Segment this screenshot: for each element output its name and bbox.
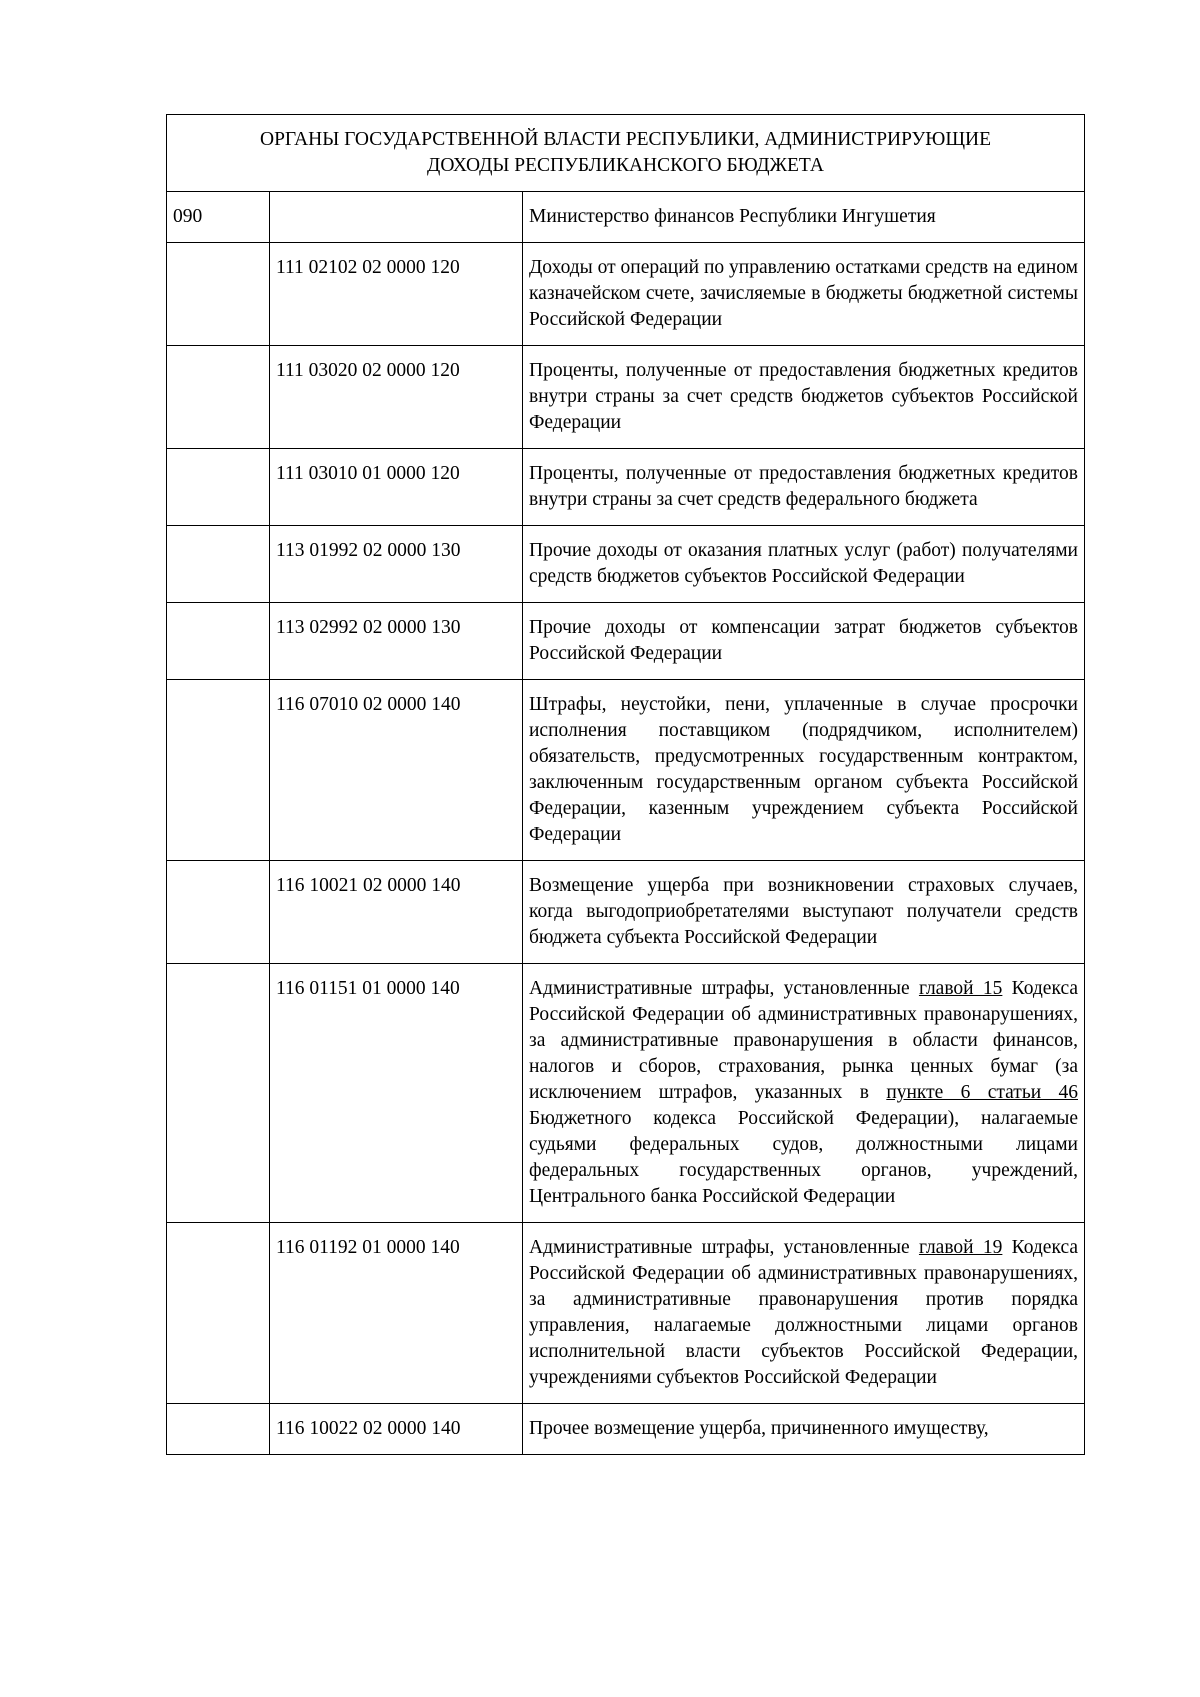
administrator-row bbox=[167, 192, 1085, 243]
table-row bbox=[167, 449, 1085, 526]
empty-admin-cell bbox=[167, 526, 270, 603]
empty-admin-cell bbox=[167, 603, 270, 680]
table-row bbox=[167, 1223, 1085, 1404]
revenue-code: 111 03020 02 0000 120 bbox=[270, 346, 523, 449]
revenue-description: Прочие доходы от компенсации затрат бюджетов субъектов Российской Федерации bbox=[523, 603, 1085, 680]
table-row bbox=[167, 603, 1085, 680]
description-text: Кодекса Российской Федерации об административных правонарушениях, за административные правонарушения в области финансов, налогов и сборов, страхования, рынка ценных бумаг (за исключением штрафов, указанных в bbox=[529, 978, 1078, 1103]
table-row bbox=[167, 243, 1085, 346]
revenue-description: Возмещение ущерба при возникновении страховых случаев, когда выгодоприобретателями выступают получатели средств бюджета субъекта Российской Федерации bbox=[523, 861, 1085, 964]
table-title-line-2: ДОХОДЫ РЕСПУБЛИКАНСКОГО БЮДЖЕТА bbox=[427, 155, 824, 176]
description-text: Административные штрафы, установленные bbox=[529, 1237, 919, 1258]
empty-admin-cell bbox=[167, 680, 270, 861]
empty-admin-cell bbox=[167, 243, 270, 346]
table-title-line-1: ОРГАНЫ ГОСУДАРСТВЕННОЙ ВЛАСТИ РЕСПУБЛИКИ, АДМИНИСТРИРУЮЩИЕ bbox=[260, 129, 991, 150]
revenue-code: 116 10022 02 0000 140 bbox=[270, 1404, 523, 1455]
revenue-description: Прочие доходы от оказания платных услуг (работ) получателями средств бюджетов субъектов Российской Федерации bbox=[523, 526, 1085, 603]
empty-admin-cell bbox=[167, 964, 270, 1223]
description-text: Административные штрафы, установленные bbox=[529, 978, 919, 999]
table-title bbox=[167, 115, 1085, 192]
empty-admin-cell bbox=[167, 861, 270, 964]
revenue-code: 111 02102 02 0000 120 bbox=[270, 243, 523, 346]
administrator-code: 090 bbox=[167, 192, 270, 243]
empty-code-cell bbox=[270, 192, 523, 243]
description-text: Кодекса Российской Федерации об административных правонарушениях, за административные правонарушения против порядка управления, налагаемые должностными лицами органов исполнительной власти субъектов Российской Федерации, учреждениями субъектов Российской Федерации bbox=[529, 1237, 1078, 1388]
revenue-code: 113 01992 02 0000 130 bbox=[270, 526, 523, 603]
empty-admin-cell bbox=[167, 449, 270, 526]
document-page bbox=[166, 114, 1084, 1455]
table-row bbox=[167, 1404, 1085, 1455]
revenue-administrators-table bbox=[166, 114, 1085, 1455]
revenue-description: Штрафы, неустойки, пени, уплаченные в случае просрочки исполнения поставщиком (подрядчиком, исполнителем) обязательств, предусмотренных государственным контрактом, заключенным государственным органом субъекта Российской Федерации, казенным учреждением субъекта Российской Федерации bbox=[523, 680, 1085, 861]
table-row bbox=[167, 680, 1085, 861]
empty-admin-cell bbox=[167, 346, 270, 449]
revenue-description: Проценты, полученные от предоставления бюджетных кредитов внутри страны за счет средств федерального бюджета bbox=[523, 449, 1085, 526]
law-reference-link[interactable]: главой 19 bbox=[918, 1237, 1003, 1258]
table-header-row bbox=[167, 115, 1085, 192]
table-row bbox=[167, 526, 1085, 603]
revenue-description bbox=[523, 964, 1085, 1223]
revenue-description bbox=[523, 1223, 1085, 1404]
revenue-code: 116 10021 02 0000 140 bbox=[270, 861, 523, 964]
revenue-code: 116 01192 01 0000 140 bbox=[270, 1223, 523, 1404]
revenue-code: 116 07010 02 0000 140 bbox=[270, 680, 523, 861]
law-reference-link[interactable]: главой 15 bbox=[918, 978, 1003, 999]
revenue-code: 113 02992 02 0000 130 bbox=[270, 603, 523, 680]
table-row bbox=[167, 964, 1085, 1223]
empty-admin-cell bbox=[167, 1223, 270, 1404]
table-row bbox=[167, 861, 1085, 964]
table-row bbox=[167, 346, 1085, 449]
description-text: Бюджетного кодекса Российской Федерации), налагаемые судьями федеральных судов, должностными лицами федеральных государственных органов, учреждений, Центрального банка Российской Федерации bbox=[529, 1108, 1078, 1207]
revenue-description: Проценты, полученные от предоставления бюджетных кредитов внутри страны за счет средств бюджетов субъектов Российской Федерации bbox=[523, 346, 1085, 449]
empty-admin-cell bbox=[167, 1404, 270, 1455]
administrator-name: Министерство финансов Республики Ингушетия bbox=[523, 192, 1085, 243]
law-reference-link[interactable]: пункте 6 статьи 46 bbox=[886, 1082, 1078, 1103]
revenue-code: 111 03010 01 0000 120 bbox=[270, 449, 523, 526]
revenue-description: Прочее возмещение ущерба, причиненного имуществу, bbox=[523, 1404, 1085, 1455]
revenue-description: Доходы от операций по управлению остатками средств на едином казначейском счете, зачисляемые в бюджеты бюджетной системы Российской Федерации bbox=[523, 243, 1085, 346]
revenue-code: 116 01151 01 0000 140 bbox=[270, 964, 523, 1223]
